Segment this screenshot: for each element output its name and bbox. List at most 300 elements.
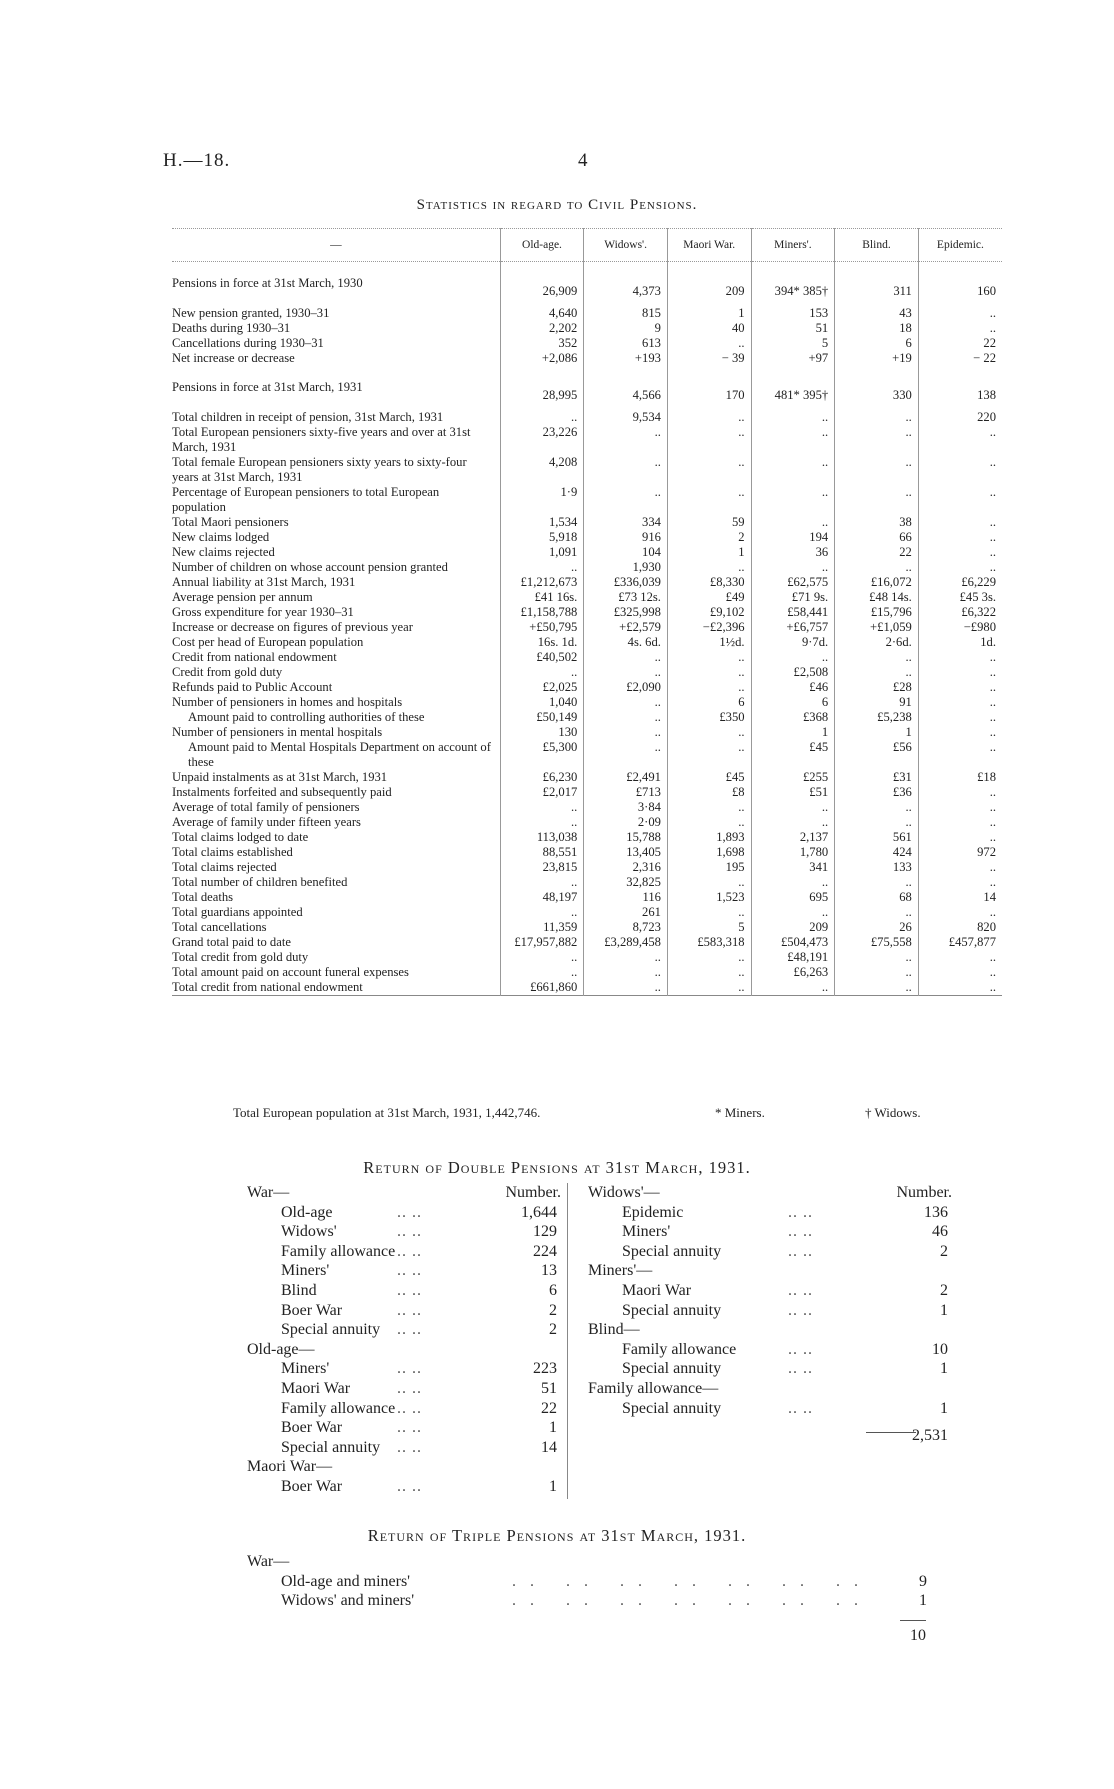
- table-cell: ..: [751, 815, 835, 830]
- table-cell: £9,102: [667, 605, 751, 620]
- table-cell: 972: [918, 845, 1002, 860]
- group-heading: [247, 1552, 927, 1572]
- column-header: Miners'.: [751, 229, 835, 262]
- row-label-text: Total number of children benefited: [172, 875, 348, 889]
- column-divider: [567, 1183, 568, 1499]
- row-label-text: Deaths during 1930–31: [172, 321, 291, 335]
- list-item: [247, 1261, 557, 1281]
- table-cell: ..: [751, 875, 835, 890]
- table-cell: − 22: [918, 351, 1002, 366]
- table-cell: ..: [918, 560, 1002, 575]
- table-cell: £583,318: [667, 935, 751, 950]
- table-cell: 4,208: [500, 455, 584, 485]
- table-cell: £6,322: [918, 605, 1002, 620]
- number-header: Number.: [896, 1184, 952, 1201]
- leader-dots: .. ..: [397, 1321, 422, 1339]
- table-cell: 1,534: [500, 515, 584, 530]
- table-cell: ..: [584, 980, 668, 996]
- table-cell: 195: [667, 860, 751, 875]
- item-label: Epidemic: [622, 1203, 684, 1221]
- table-cell: £2,090: [584, 680, 668, 695]
- table-cell: 481* 395†: [751, 380, 835, 410]
- table-cell: ..: [500, 665, 584, 680]
- row-label-text: Gross expenditure for year 1930–31: [172, 605, 354, 619]
- table-cell: +£2,579: [584, 620, 668, 635]
- item-label: Family allowance—: [588, 1379, 719, 1397]
- table-row: [172, 800, 1002, 815]
- table-cell: 1,780: [751, 845, 835, 860]
- table-cell: £45: [751, 740, 835, 770]
- table-cell: 311: [835, 276, 919, 306]
- table-cell: 160: [918, 276, 1002, 306]
- leader-dots: .. ..: [397, 1419, 422, 1437]
- table-cell: ..: [918, 665, 1002, 680]
- item-label: Widows' and miners': [281, 1592, 415, 1610]
- table-cell: ..: [835, 455, 919, 485]
- table-cell: ..: [667, 455, 751, 485]
- table-row: [172, 575, 1002, 590]
- item-label: Special annuity: [281, 1438, 381, 1456]
- total-rule: [866, 1432, 916, 1433]
- column-header: Maori War.: [667, 229, 751, 262]
- table-cell: £457,877: [918, 935, 1002, 950]
- table-row: [172, 890, 1002, 905]
- table-cell: 820: [918, 920, 1002, 935]
- table-row: [172, 860, 1002, 875]
- table-cell: 6: [751, 695, 835, 710]
- table-cell: −£980: [918, 620, 1002, 635]
- item-value: 46: [932, 1223, 948, 1241]
- leader-dots: .. ..: [397, 1399, 422, 1417]
- table-row: [172, 830, 1002, 845]
- table-cell: 1: [667, 306, 751, 321]
- table-cell: 1,091: [500, 545, 584, 560]
- table-row: [172, 321, 1002, 336]
- table-cell: 6: [835, 336, 919, 351]
- page-number: 4: [578, 150, 588, 171]
- table-cell: £6,229: [918, 575, 1002, 590]
- item-label: Miners': [622, 1223, 671, 1241]
- spacer-row: [172, 262, 1002, 277]
- row-label-text: Pensions in force at 31st March, 1930: [172, 276, 363, 290]
- item-value: 1: [940, 1301, 948, 1319]
- table-cell: ..: [918, 425, 1002, 455]
- table-cell: 1d.: [918, 635, 1002, 650]
- table-cell: £8,330: [667, 575, 751, 590]
- table-cell: 22: [835, 545, 919, 560]
- row-label: [172, 860, 500, 875]
- table-cell: ..: [918, 815, 1002, 830]
- statistics-title: Statistics in regard to Civil Pensions.: [416, 197, 698, 213]
- table-cell: 32,825: [584, 875, 668, 890]
- row-label-text: Total Maori pensioners: [172, 515, 289, 529]
- item-label: Blind: [281, 1281, 317, 1299]
- total-value: 2,531: [912, 1427, 948, 1445]
- table-cell: £18: [918, 770, 1002, 785]
- row-label: [172, 575, 500, 590]
- table-row: [172, 950, 1002, 965]
- table-cell: ..: [751, 425, 835, 455]
- item-label: Special annuity: [622, 1399, 722, 1417]
- table-cell: ..: [667, 410, 751, 425]
- group-label: War—: [247, 1553, 290, 1570]
- row-label-text: Amount paid to Mental Hospitals Department on account of these: [188, 740, 491, 769]
- table-cell: ..: [667, 425, 751, 455]
- table-cell: 22: [918, 336, 1002, 351]
- table-cell: ..: [835, 950, 919, 965]
- row-label: [172, 950, 500, 965]
- table-cell: ..: [667, 980, 751, 996]
- table-cell: 2·09: [584, 815, 668, 830]
- leader-dots: .. ..: [397, 1360, 422, 1378]
- item-value: 51: [541, 1379, 557, 1397]
- table-cell: £48,191: [751, 950, 835, 965]
- row-label-text: Total deaths: [172, 890, 234, 904]
- row-label: [172, 875, 500, 890]
- row-label: [172, 770, 500, 785]
- row-label-text: Total guardians appointed: [172, 905, 303, 919]
- table-row: [172, 635, 1002, 650]
- widows-note: † Widows.: [865, 1105, 921, 1120]
- table-cell: ..: [751, 560, 835, 575]
- table-cell: £6,230: [500, 770, 584, 785]
- list-item: [247, 1477, 557, 1497]
- row-label-text: Cost per head of European population: [172, 635, 364, 649]
- table-cell: ..: [667, 965, 751, 980]
- table-cell: £56: [835, 740, 919, 770]
- item-label: War—: [247, 1184, 290, 1201]
- row-label-text: Cancellations during 1930–31: [172, 336, 324, 350]
- list-item: [588, 1399, 948, 1419]
- table-cell: 815: [584, 306, 668, 321]
- table-cell: £504,473: [751, 935, 835, 950]
- table-row: [172, 560, 1002, 575]
- list-item: [588, 1320, 948, 1340]
- table-cell: £41 16s.: [500, 590, 584, 605]
- table-cell: 48,197: [500, 890, 584, 905]
- table-cell: ..: [500, 905, 584, 920]
- leader-dots: .. ..: [397, 1242, 422, 1260]
- leader-dots: .. .. .. .. .. .. ..: [512, 1592, 872, 1610]
- table-cell: ..: [918, 950, 1002, 965]
- table-cell: +2,086: [500, 351, 584, 366]
- table-cell: ..: [500, 560, 584, 575]
- table-row: [172, 545, 1002, 560]
- table-cell: 1·9: [500, 485, 584, 515]
- row-label-text: Increase or decrease on figures of previous year: [172, 620, 413, 634]
- table-cell: ..: [751, 485, 835, 515]
- table-cell: 38: [835, 515, 919, 530]
- table-cell: ..: [667, 336, 751, 351]
- table-cell: 2,316: [584, 860, 668, 875]
- item-value: 2: [549, 1321, 557, 1339]
- table-row: [172, 515, 1002, 530]
- row-label: [172, 336, 500, 351]
- item-value: 2: [549, 1301, 557, 1319]
- table-cell: £2,025: [500, 680, 584, 695]
- table-cell: ..: [667, 740, 751, 770]
- table-cell: 352: [500, 336, 584, 351]
- table-cell: ..: [918, 515, 1002, 530]
- leader-dots: .. ..: [397, 1203, 422, 1221]
- row-label: [172, 800, 500, 815]
- double-pensions-right-list: [588, 1183, 952, 1446]
- row-label-text: Credit from national endowment: [172, 650, 337, 664]
- table-cell: £5,300: [500, 740, 584, 770]
- table-cell: 68: [835, 890, 919, 905]
- list-item: [247, 1438, 557, 1458]
- row-label-text: Total credit from gold duty: [172, 950, 309, 964]
- row-label-text: Total female European pensioners sixty years to sixty-four years at 31st March, 1931: [172, 455, 467, 484]
- list-item: [588, 1301, 948, 1321]
- table-row: [172, 590, 1002, 605]
- table-cell: +97: [751, 351, 835, 366]
- table-row: [172, 605, 1002, 620]
- table-cell: 130: [500, 725, 584, 740]
- item-label: Old-age—: [247, 1340, 315, 1358]
- table-cell: 341: [751, 860, 835, 875]
- item-label: Boer War: [281, 1419, 343, 1437]
- table-cell: £45 3s.: [918, 590, 1002, 605]
- list-item: [247, 1281, 557, 1301]
- row-label: [172, 410, 500, 425]
- row-label-text: Total claims established: [172, 845, 293, 859]
- table-cell: ..: [500, 815, 584, 830]
- table-row: [172, 980, 1002, 996]
- table-row: [172, 485, 1002, 515]
- table-cell: £2,017: [500, 785, 584, 800]
- table-cell: ..: [500, 950, 584, 965]
- triple-pensions-title: Return of Triple Pensions at 31st March, 1931.: [367, 1526, 747, 1545]
- table-cell: ..: [918, 800, 1002, 815]
- table-cell: 209: [751, 920, 835, 935]
- table-cell: £16,072: [835, 575, 919, 590]
- item-value: 136: [924, 1203, 948, 1221]
- table-cell: 40: [667, 321, 751, 336]
- row-label: [172, 306, 500, 321]
- row-label: [172, 725, 500, 740]
- table-row: [172, 425, 1002, 455]
- item-value: 1: [549, 1477, 557, 1495]
- table-cell: £49: [667, 590, 751, 605]
- table-cell: £17,957,882: [500, 935, 584, 950]
- item-value: 223: [533, 1360, 557, 1378]
- item-value: 22: [541, 1399, 557, 1417]
- table-row: [172, 620, 1002, 635]
- item-value: 6: [549, 1281, 557, 1299]
- row-label-text: Net increase or decrease: [172, 351, 295, 365]
- list-item: [588, 1261, 948, 1281]
- table-cell: 13,405: [584, 845, 668, 860]
- table-cell: ..: [584, 950, 668, 965]
- table-cell: £50,149: [500, 710, 584, 725]
- table-cell: ..: [751, 515, 835, 530]
- row-label: [172, 845, 500, 860]
- table-cell: 8,723: [584, 920, 668, 935]
- table-cell: +19: [835, 351, 919, 366]
- table-cell: ..: [918, 860, 1002, 875]
- leader-dots: .. ..: [788, 1281, 813, 1299]
- row-label-text: Average of family under fifteen years: [172, 815, 361, 829]
- table-cell: 36: [751, 545, 835, 560]
- table-row: [172, 455, 1002, 485]
- list-item: [247, 1340, 557, 1360]
- leader-dots: .. ..: [788, 1360, 813, 1378]
- table-cell: ..: [918, 785, 1002, 800]
- table-row: [172, 965, 1002, 980]
- row-label-text: Amount paid to controlling authorities of these: [188, 710, 425, 724]
- table-cell: ..: [584, 485, 668, 515]
- table-row: [172, 665, 1002, 680]
- table-cell: ..: [667, 485, 751, 515]
- row-label-text: New claims lodged: [172, 530, 270, 544]
- table-cell: ..: [918, 680, 1002, 695]
- item-value: 1: [919, 1592, 927, 1610]
- row-label-text: Total claims lodged to date: [172, 830, 309, 844]
- list-item: [247, 1359, 557, 1379]
- table-cell: £336,039: [584, 575, 668, 590]
- row-label: [172, 425, 500, 455]
- triple-pensions-total: 10: [910, 1627, 926, 1644]
- item-label: Maori War: [281, 1379, 351, 1397]
- table-cell: 91: [835, 695, 919, 710]
- table-cell: ..: [918, 725, 1002, 740]
- item-label: Boer War: [281, 1477, 343, 1495]
- row-label: [172, 905, 500, 920]
- leader-dots: .. ..: [788, 1242, 813, 1260]
- table-cell: 51: [751, 321, 835, 336]
- table-cell: £255: [751, 770, 835, 785]
- list-item: [588, 1340, 948, 1360]
- row-label-text: Total credit from national endowment: [172, 980, 363, 994]
- table-cell: 104: [584, 545, 668, 560]
- leader-dots: .. ..: [788, 1203, 813, 1221]
- row-label-text: Percentage of European pensioners to total European population: [172, 485, 440, 514]
- row-label-text: Number of pensioners in mental hospitals: [172, 725, 383, 739]
- table-cell: 88,551: [500, 845, 584, 860]
- double-pensions-total: [588, 1426, 948, 1446]
- table-cell: 2,137: [751, 830, 835, 845]
- table-cell: ..: [835, 425, 919, 455]
- table-cell: £350: [667, 710, 751, 725]
- leader-dots: .. ..: [788, 1301, 813, 1319]
- row-label: [172, 545, 500, 560]
- table-cell: 695: [751, 890, 835, 905]
- table-cell: £2,508: [751, 665, 835, 680]
- table-cell: 3·84: [584, 800, 668, 815]
- table-cell: ..: [835, 815, 919, 830]
- table-cell: £5,238: [835, 710, 919, 725]
- row-label-text: Number of children on whose account pension granted: [172, 560, 448, 574]
- table-cell: ..: [835, 965, 919, 980]
- list-item: [588, 1203, 948, 1223]
- table-cell: +£1,059: [835, 620, 919, 635]
- list-item: [247, 1572, 927, 1592]
- table-cell: £325,998: [584, 605, 668, 620]
- leader-dots: .. ..: [397, 1281, 422, 1299]
- miners-note: * Miners.: [715, 1105, 765, 1120]
- table-cell: 5,918: [500, 530, 584, 545]
- table-row: [172, 710, 1002, 725]
- row-label: [172, 815, 500, 830]
- table-row: [172, 845, 1002, 860]
- table-cell: ..: [835, 560, 919, 575]
- table-cell: £2,491: [584, 770, 668, 785]
- row-label: [172, 890, 500, 905]
- leader-dots: .. ..: [397, 1379, 422, 1397]
- row-label-text: Instalments forfeited and subsequently paid: [172, 785, 392, 799]
- table-cell: ..: [751, 905, 835, 920]
- item-value: 1,644: [521, 1203, 557, 1221]
- table-row: [172, 276, 1002, 306]
- table-cell: 15,788: [584, 830, 668, 845]
- table-row: [172, 905, 1002, 920]
- item-value: 129: [533, 1223, 557, 1241]
- item-value: 9: [919, 1572, 927, 1590]
- table-cell: ..: [918, 695, 1002, 710]
- row-label: [172, 920, 500, 935]
- table-cell: 138: [918, 380, 1002, 410]
- item-label: Family allowance: [281, 1242, 396, 1260]
- table-cell: 4,373: [584, 276, 668, 306]
- table-cell: −£2,396: [667, 620, 751, 635]
- table-cell: ..: [584, 725, 668, 740]
- triple-pensions-list: [247, 1552, 927, 1611]
- table-header-row: [172, 229, 1002, 262]
- table-cell: 113,038: [500, 830, 584, 845]
- table-row: [172, 920, 1002, 935]
- table-cell: 330: [835, 380, 919, 410]
- table-cell: 170: [667, 380, 751, 410]
- table-cell: £1,212,673: [500, 575, 584, 590]
- table-row: [172, 815, 1002, 830]
- table-cell: 4,640: [500, 306, 584, 321]
- column-header: Epidemic.: [918, 229, 1002, 262]
- table-cell: ..: [667, 875, 751, 890]
- population-note: Total European population at 31st March, 1931, 1,442,746.: [233, 1105, 541, 1120]
- table-row: [172, 785, 1002, 800]
- table-cell: 23,815: [500, 860, 584, 875]
- list-item: [588, 1281, 948, 1301]
- row-label: [172, 710, 500, 725]
- table-cell: 2·6d.: [835, 635, 919, 650]
- table-cell: £713: [584, 785, 668, 800]
- table-cell: 220: [918, 410, 1002, 425]
- table-row: [172, 725, 1002, 740]
- table-cell: 18: [835, 321, 919, 336]
- table-cell: ..: [584, 665, 668, 680]
- table-cell: ..: [918, 545, 1002, 560]
- table-cell: ..: [918, 455, 1002, 485]
- table-cell: 394* 385†: [751, 276, 835, 306]
- row-label: [172, 965, 500, 980]
- table-cell: 9: [584, 321, 668, 336]
- row-label-text: Total children in receipt of pension, 31st March, 1931: [172, 410, 444, 424]
- table-cell: 9,534: [584, 410, 668, 425]
- table-cell: ..: [835, 905, 919, 920]
- table-cell: 4s. 6d.: [584, 635, 668, 650]
- list-item: [588, 1242, 948, 1262]
- item-label: Boer War: [281, 1301, 343, 1319]
- item-value: 14: [541, 1438, 557, 1456]
- row-label-text: Grand total paid to date: [172, 935, 291, 949]
- row-label: [172, 351, 500, 366]
- column-header: Old-age.: [500, 229, 584, 262]
- table-cell: 2,202: [500, 321, 584, 336]
- table-row: [172, 410, 1002, 425]
- document-reference: H.—18.: [163, 150, 231, 171]
- row-label: [172, 515, 500, 530]
